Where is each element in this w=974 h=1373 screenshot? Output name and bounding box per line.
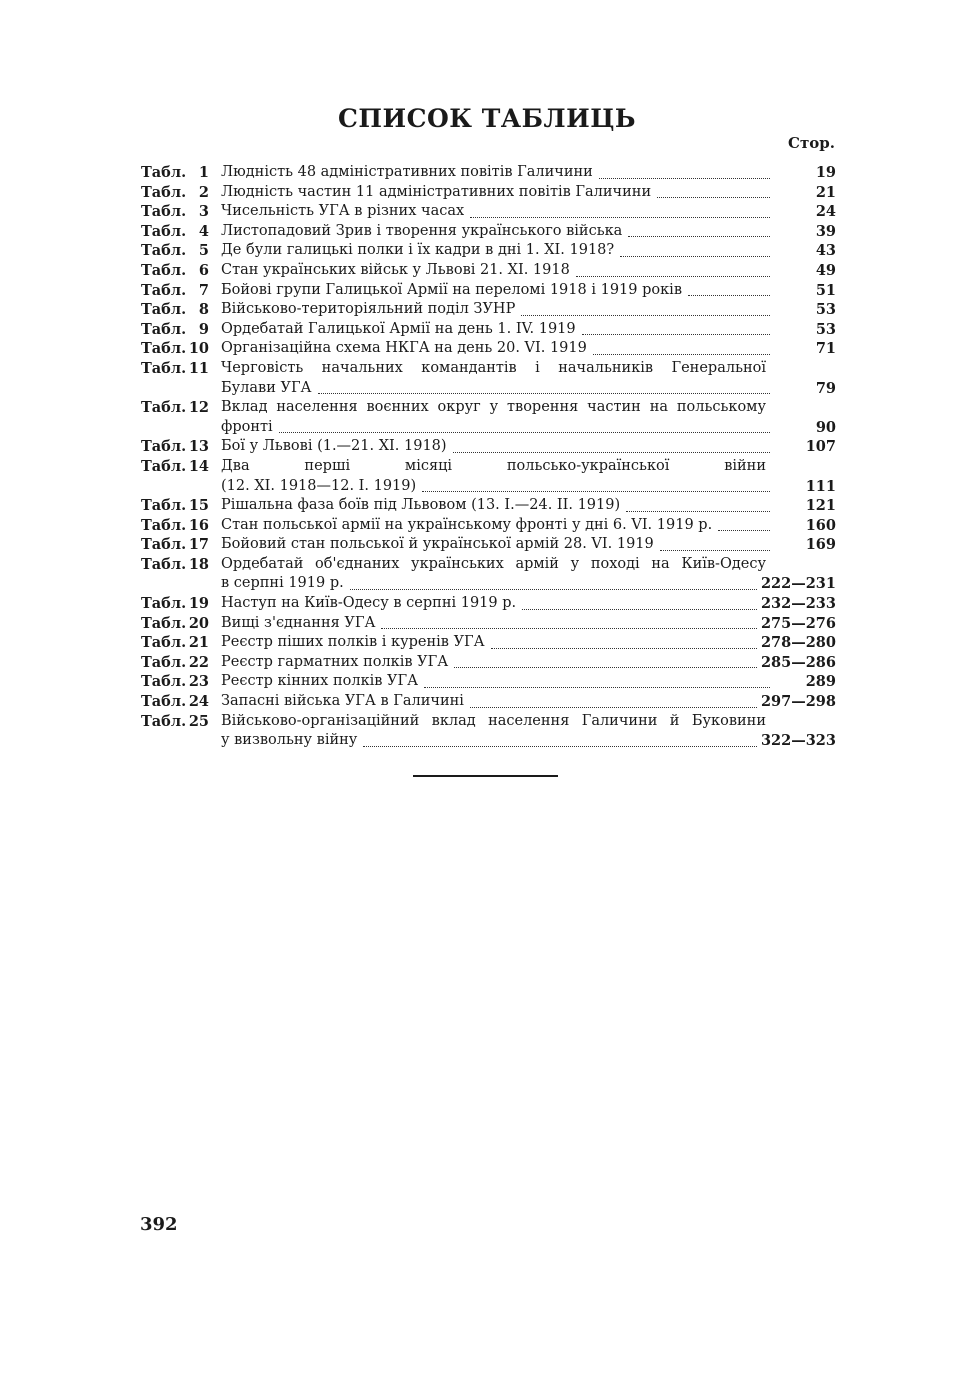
entry-page: 53 <box>815 320 836 338</box>
entry-number: 11 <box>188 359 209 377</box>
dot-leader <box>620 242 770 257</box>
entry-number: 25 <box>188 712 209 730</box>
entry-title-line: Бойові групи Галицької Армії на переломі 1918 і 1919 років <box>221 281 682 298</box>
entry-title-line: Наступ на Київ-Одесу в серпні 1919 р. <box>221 595 517 612</box>
entry-title-line: Рішальна фаза боїв під Львовом (13. I.—24. II. 1919) <box>221 497 621 514</box>
entry-label <box>141 516 221 536</box>
entry-title-line: Стан українських військ у Львові 21. XI. 1918 <box>221 261 570 278</box>
table-entry <box>141 241 836 261</box>
dot-leader <box>381 614 757 629</box>
entry-label <box>141 653 221 673</box>
table-entry <box>141 437 836 457</box>
entry-number: 23 <box>188 673 209 691</box>
entry-title-line: Бойовий стан польської й української армій 28. VI. 1919 <box>221 536 654 553</box>
entry-label-word: Табл. <box>141 555 187 573</box>
dot-leader <box>454 653 757 668</box>
entry-label <box>141 281 221 301</box>
entry-label <box>141 692 221 712</box>
table-entry <box>141 516 836 536</box>
entry-title-line: Вклад населення воєнних округ у творення частин на польському <box>221 399 766 416</box>
page-column-header: Стор. <box>788 134 835 152</box>
table-entry <box>141 594 836 614</box>
entry-title-line: Булави УГА <box>221 379 312 396</box>
entry-label-word: Табл. <box>141 673 187 691</box>
entry-page: 24 <box>815 203 836 221</box>
entry-label-word: Табл. <box>141 516 187 534</box>
entry-label-word: Табл. <box>141 634 187 652</box>
entry-label <box>141 672 221 692</box>
entry-title-line: Ордебатай об'єднаних українських армій у поході на Київ-Одесу <box>221 555 766 572</box>
entry-page: 222—231 <box>760 575 836 593</box>
entry-label <box>141 496 221 516</box>
entry-number: 2 <box>198 183 209 201</box>
entry-label <box>141 535 221 555</box>
table-entry <box>141 281 836 301</box>
dot-leader <box>522 595 757 610</box>
entry-page: 169 <box>805 536 836 554</box>
entry-number: 12 <box>188 399 209 417</box>
entry-number: 1 <box>198 164 209 181</box>
dot-leader <box>626 497 770 512</box>
dot-leader <box>470 693 757 708</box>
entry-page: 53 <box>815 301 836 319</box>
entry-label-word: Табл. <box>141 222 187 240</box>
closing-rule <box>413 775 558 777</box>
table-entry <box>141 261 836 281</box>
entry-label <box>141 183 221 203</box>
entry-page: 121 <box>805 497 836 515</box>
entry-number: 3 <box>198 203 209 221</box>
entry-label-word: Табл. <box>141 359 187 377</box>
entry-number: 9 <box>198 320 209 338</box>
entry-label-word: Табл. <box>141 301 187 319</box>
entry-label <box>141 457 221 496</box>
entry-title-line: Військово-організаційний вклад населення Галичини й Буковини <box>221 712 766 729</box>
table-entry <box>141 692 836 712</box>
entry-title-line: Людність 48 адміністративних повітів Галичини <box>221 164 593 180</box>
entry-page: 19 <box>815 164 836 181</box>
entry-number: 14 <box>188 457 209 475</box>
dot-leader <box>424 673 770 688</box>
table-entry <box>141 535 836 555</box>
entry-title-line: Військово-територіяльний поділ ЗУНР <box>221 301 516 318</box>
dot-leader <box>582 320 770 335</box>
entry-label <box>141 222 221 242</box>
entry-page: 79 <box>815 379 836 397</box>
dot-leader <box>363 732 757 747</box>
entry-label <box>141 241 221 261</box>
entry-number: 7 <box>198 281 209 299</box>
entry-label <box>141 555 221 594</box>
table-entry <box>141 359 836 398</box>
entry-number: 22 <box>188 653 209 671</box>
table-entry <box>141 653 836 673</box>
table-entry <box>141 222 836 242</box>
entry-page: 289 <box>805 673 836 691</box>
entry-number: 21 <box>188 634 209 652</box>
entry-page: 49 <box>815 261 836 279</box>
entry-number: 5 <box>198 242 209 260</box>
entry-label <box>141 614 221 634</box>
table-entry <box>141 183 836 203</box>
entry-page: 285—286 <box>760 653 836 671</box>
entry-label <box>141 712 221 751</box>
entry-page: 275—276 <box>760 614 836 632</box>
entry-number: 6 <box>198 261 209 279</box>
entry-label-word: Табл. <box>141 164 187 181</box>
table-entry <box>141 320 836 340</box>
dot-leader <box>718 516 770 531</box>
entry-label <box>141 398 221 437</box>
entry-label-word: Табл. <box>141 320 187 338</box>
entry-title-line: Людність частин 11 адміністративних повітів Галичини <box>221 183 652 200</box>
dot-leader <box>576 262 770 277</box>
entry-page: 278—280 <box>760 634 836 652</box>
entry-title-line: Запасні війська УГА в Галичині <box>221 693 464 710</box>
page-number: 392 <box>140 1214 178 1235</box>
entry-title-line: Черговість начальних командантів і начальників Генеральної <box>221 359 766 376</box>
table-entry <box>141 339 836 359</box>
table-entry <box>141 712 836 751</box>
entry-label-word: Табл. <box>141 614 187 632</box>
entry-number: 15 <box>188 497 209 515</box>
entry-label-word: Табл. <box>141 497 187 515</box>
entry-label <box>141 261 221 281</box>
table-entry <box>141 398 836 437</box>
page-title: СПИСОК ТАБЛИЦЬ <box>337 104 637 133</box>
entry-title-line: Організаційна схема НКГА на день 20. VI. 1919 <box>221 340 587 357</box>
table-entry <box>141 555 836 594</box>
table-list <box>141 163 836 751</box>
entry-label-word: Табл. <box>141 438 187 456</box>
entry-title-line: Вищі з'єднання УГА <box>221 614 376 631</box>
entry-label <box>141 163 221 183</box>
entry-title-line: Бої у Львові (1.—21. XI. 1918) <box>221 438 447 455</box>
dot-leader <box>470 203 770 218</box>
entry-page: 297—298 <box>760 693 836 711</box>
entry-number: 10 <box>188 340 209 358</box>
entry-label-word: Табл. <box>141 340 187 358</box>
entry-title-line: Два перші місяці польсько-української війни <box>221 457 766 474</box>
entry-label <box>141 339 221 359</box>
table-entry <box>141 300 836 320</box>
dot-leader <box>279 418 770 433</box>
entry-title-line: Реєстр гарматних полків УГА <box>221 653 449 670</box>
entry-page: 107 <box>805 438 836 456</box>
dot-leader <box>491 634 757 649</box>
table-entry <box>141 202 836 222</box>
table-entry <box>141 163 836 183</box>
entry-title-line: Стан польської армії на українському фронті у дні 6. VI. 1919 р. <box>221 516 713 533</box>
entry-number: 24 <box>188 693 209 711</box>
entry-label-word: Табл. <box>141 595 187 613</box>
entry-title-line: фронті <box>221 418 273 435</box>
entry-title-line: Ордебатай Галицької Армії на день 1. IV. 1919 <box>221 320 576 337</box>
entry-label-word: Табл. <box>141 261 187 279</box>
entry-label <box>141 320 221 340</box>
entry-page: 232—233 <box>760 595 836 613</box>
entry-page: 90 <box>815 418 836 436</box>
entry-label-word: Табл. <box>141 653 187 671</box>
entry-number: 16 <box>188 516 209 534</box>
dot-leader <box>350 575 757 590</box>
table-entry <box>141 457 836 496</box>
dot-leader <box>628 222 770 237</box>
entry-number: 20 <box>188 614 209 632</box>
entry-title-line: Реєстр кінних полків УГА <box>221 673 419 690</box>
entry-page: 111 <box>805 477 836 495</box>
entry-label-word: Табл. <box>141 281 187 299</box>
table-entry <box>141 633 836 653</box>
entry-page: 43 <box>815 242 836 260</box>
entry-label-word: Табл. <box>141 457 187 475</box>
entry-label <box>141 202 221 222</box>
entry-page: 322—323 <box>760 732 836 750</box>
dot-leader <box>660 536 770 551</box>
entry-title-line: Де були галицькі полки і їх кадри в дні 1. XI. 1918? <box>221 242 615 259</box>
dot-leader <box>453 438 770 453</box>
entry-label <box>141 437 221 457</box>
entry-number: 19 <box>188 595 209 613</box>
entry-label-word: Табл. <box>141 242 187 260</box>
dot-leader <box>593 340 770 355</box>
entry-page: 51 <box>815 281 836 299</box>
entry-title-line: (12. XI. 1918—12. I. 1919) <box>221 477 417 494</box>
entry-page: 71 <box>815 340 836 358</box>
dot-leader <box>521 301 770 316</box>
entry-label-word: Табл. <box>141 203 187 221</box>
entry-title-line: Листопадовий Зрив і творення українського війська <box>221 222 623 239</box>
entry-label <box>141 359 221 398</box>
entry-label <box>141 300 221 320</box>
table-entry <box>141 672 836 692</box>
entry-label-word: Табл. <box>141 536 187 554</box>
dot-leader <box>422 477 770 492</box>
entry-label-word: Табл. <box>141 183 187 201</box>
entry-title-line: в серпні 1919 р. <box>221 575 344 592</box>
entry-number: 18 <box>188 555 209 573</box>
entry-number: 8 <box>198 301 209 319</box>
entry-title-line: Реєстр піших полків і куренів УГА <box>221 634 485 651</box>
entry-number: 4 <box>198 222 209 240</box>
entry-label-word: Табл. <box>141 693 187 711</box>
entry-label <box>141 633 221 653</box>
dot-leader <box>318 379 770 394</box>
dot-leader <box>599 164 770 179</box>
entry-title-line: у визвольну війну <box>221 732 358 749</box>
entry-page: 39 <box>815 222 836 240</box>
entry-page: 21 <box>815 183 836 201</box>
dot-leader <box>657 183 770 198</box>
entry-number: 13 <box>188 438 209 456</box>
entry-label <box>141 594 221 614</box>
entry-page: 160 <box>805 516 836 534</box>
entry-label-word: Табл. <box>141 712 187 730</box>
entry-label-word: Табл. <box>141 399 187 417</box>
table-entry <box>141 496 836 516</box>
entry-number: 17 <box>188 536 209 554</box>
table-entry <box>141 614 836 634</box>
dot-leader <box>688 281 770 296</box>
entry-title-line: Чисельність УГА в різних часах <box>221 203 465 220</box>
